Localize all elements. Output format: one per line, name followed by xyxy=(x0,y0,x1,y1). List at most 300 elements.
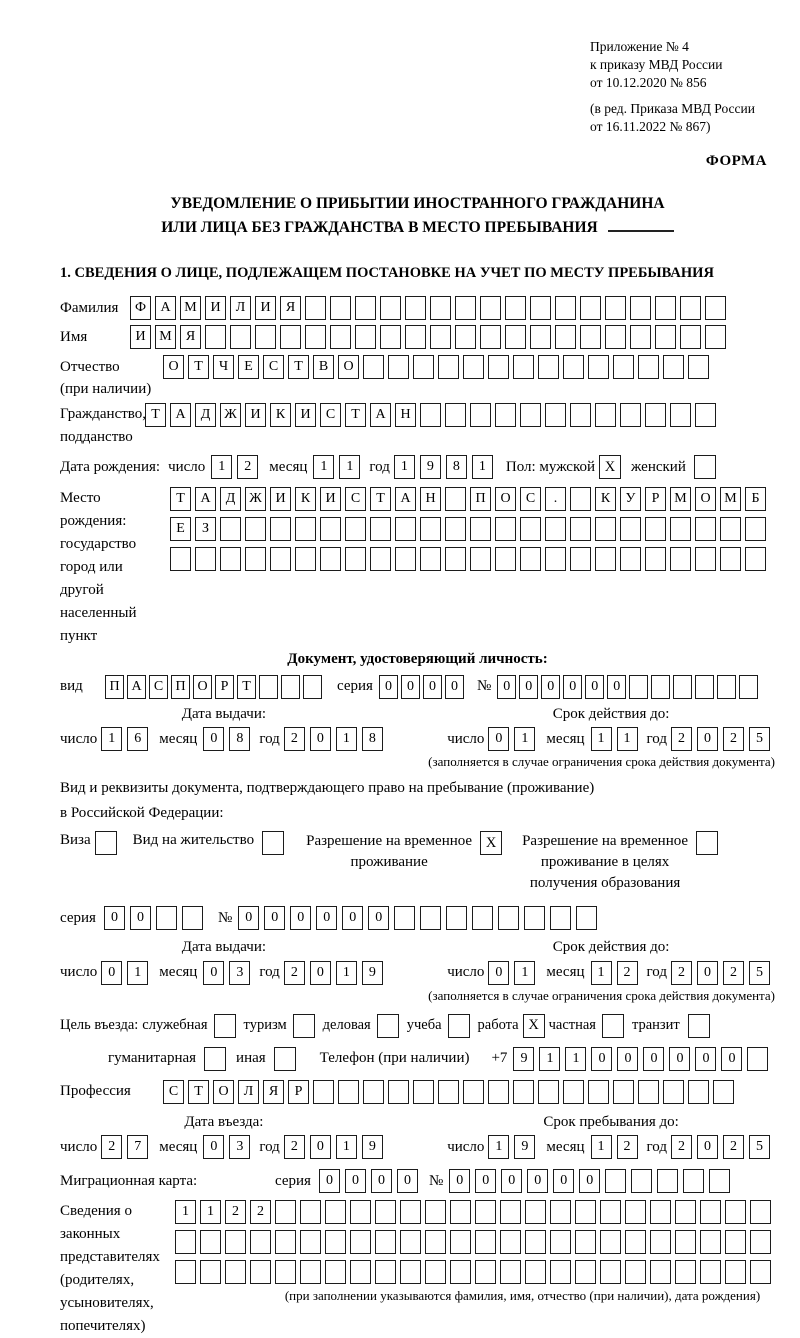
char-box[interactable]: А xyxy=(127,675,146,699)
char-box[interactable]: Т xyxy=(345,403,366,427)
char-box[interactable] xyxy=(538,1080,559,1104)
char-box[interactable] xyxy=(445,487,466,511)
char-box[interactable] xyxy=(430,296,451,320)
char-box[interactable]: И xyxy=(295,403,316,427)
char-box[interactable] xyxy=(472,906,493,930)
purpose-work-checkbox[interactable]: X xyxy=(523,1014,545,1038)
char-box[interactable] xyxy=(156,906,177,930)
char-box[interactable]: 0 xyxy=(475,1169,496,1193)
purpose-transit-checkbox[interactable] xyxy=(688,1014,710,1038)
char-box[interactable] xyxy=(500,1230,521,1254)
char-box[interactable]: А xyxy=(170,403,191,427)
char-box[interactable] xyxy=(230,325,251,349)
char-box[interactable]: 0 xyxy=(695,1047,716,1071)
char-box[interactable]: Т xyxy=(370,487,391,511)
char-box[interactable]: 0 xyxy=(585,675,604,699)
char-box[interactable] xyxy=(395,547,416,571)
char-box[interactable] xyxy=(245,517,266,541)
char-box[interactable]: 2 xyxy=(250,1200,271,1224)
char-box[interactable]: Р xyxy=(645,487,666,511)
char-box[interactable] xyxy=(445,517,466,541)
char-box[interactable]: 0 xyxy=(501,1169,522,1193)
char-box[interactable] xyxy=(500,1200,521,1224)
char-box[interactable] xyxy=(705,296,726,320)
char-box[interactable] xyxy=(205,325,226,349)
char-box[interactable]: З xyxy=(195,517,216,541)
char-box[interactable] xyxy=(225,1230,246,1254)
char-box[interactable] xyxy=(580,325,601,349)
char-box[interactable] xyxy=(475,1230,496,1254)
char-box[interactable] xyxy=(638,1080,659,1104)
char-box[interactable] xyxy=(650,1230,671,1254)
char-box[interactable] xyxy=(645,403,666,427)
char-box[interactable] xyxy=(555,296,576,320)
char-box[interactable]: 0 xyxy=(203,961,224,985)
char-box[interactable] xyxy=(595,517,616,541)
char-box[interactable] xyxy=(520,547,541,571)
char-box[interactable] xyxy=(498,906,519,930)
char-box[interactable]: 9 xyxy=(362,1135,383,1159)
char-box[interactable] xyxy=(425,1200,446,1224)
char-box[interactable]: Р xyxy=(288,1080,309,1104)
char-box[interactable] xyxy=(182,906,203,930)
char-box[interactable]: С xyxy=(345,487,366,511)
char-box[interactable] xyxy=(380,325,401,349)
char-box[interactable]: 8 xyxy=(362,727,383,751)
char-box[interactable] xyxy=(620,517,641,541)
char-box[interactable] xyxy=(673,675,692,699)
char-box[interactable]: С xyxy=(149,675,168,699)
char-box[interactable]: 0 xyxy=(238,906,259,930)
char-box[interactable]: 1 xyxy=(336,727,357,751)
char-box[interactable] xyxy=(220,547,241,571)
temp-permit-edu-checkbox[interactable] xyxy=(696,831,718,855)
char-box[interactable]: В xyxy=(313,355,334,379)
char-box[interactable] xyxy=(275,1200,296,1224)
char-box[interactable]: 1 xyxy=(591,961,612,985)
char-box[interactable]: К xyxy=(595,487,616,511)
char-box[interactable] xyxy=(525,1200,546,1224)
char-box[interactable] xyxy=(500,1260,521,1284)
char-box[interactable]: О xyxy=(338,355,359,379)
char-box[interactable] xyxy=(550,906,571,930)
char-box[interactable] xyxy=(725,1260,746,1284)
char-box[interactable] xyxy=(363,355,384,379)
char-box[interactable] xyxy=(645,517,666,541)
temp-permit-checkbox[interactable]: X xyxy=(480,831,502,855)
char-box[interactable] xyxy=(420,517,441,541)
char-box[interactable] xyxy=(170,547,191,571)
char-box[interactable] xyxy=(445,403,466,427)
char-box[interactable]: 0 xyxy=(607,675,626,699)
char-box[interactable] xyxy=(400,1260,421,1284)
char-box[interactable] xyxy=(295,547,316,571)
sex-female-checkbox[interactable] xyxy=(694,455,716,479)
char-box[interactable]: Л xyxy=(230,296,251,320)
char-box[interactable] xyxy=(670,403,691,427)
char-box[interactable] xyxy=(370,517,391,541)
char-box[interactable]: 2 xyxy=(284,727,305,751)
char-box[interactable]: 1 xyxy=(394,455,415,479)
char-box[interactable] xyxy=(675,1230,696,1254)
char-box[interactable] xyxy=(480,325,501,349)
char-box[interactable]: 0 xyxy=(368,906,389,930)
char-box[interactable]: Т xyxy=(288,355,309,379)
char-box[interactable] xyxy=(525,1230,546,1254)
char-box[interactable]: К xyxy=(270,403,291,427)
char-box[interactable] xyxy=(700,1260,721,1284)
char-box[interactable] xyxy=(695,403,716,427)
char-box[interactable] xyxy=(683,1169,704,1193)
char-box[interactable] xyxy=(400,1200,421,1224)
char-box[interactable]: 0 xyxy=(579,1169,600,1193)
char-box[interactable]: 0 xyxy=(553,1169,574,1193)
char-box[interactable] xyxy=(524,906,545,930)
char-box[interactable] xyxy=(250,1260,271,1284)
purpose-study-checkbox[interactable] xyxy=(448,1014,470,1038)
char-box[interactable]: И xyxy=(255,296,276,320)
purpose-private-checkbox[interactable] xyxy=(602,1014,624,1038)
char-box[interactable] xyxy=(725,1200,746,1224)
char-box[interactable]: Р xyxy=(215,675,234,699)
char-box[interactable]: 0 xyxy=(697,727,718,751)
char-box[interactable]: М xyxy=(670,487,691,511)
char-box[interactable] xyxy=(259,675,278,699)
char-box[interactable]: И xyxy=(245,403,266,427)
char-box[interactable] xyxy=(455,296,476,320)
char-box[interactable] xyxy=(345,547,366,571)
char-box[interactable]: К xyxy=(295,487,316,511)
char-box[interactable]: 5 xyxy=(749,961,770,985)
char-box[interactable]: 0 xyxy=(697,1135,718,1159)
char-box[interactable] xyxy=(575,1230,596,1254)
char-box[interactable]: Т xyxy=(188,1080,209,1104)
char-box[interactable]: А xyxy=(395,487,416,511)
char-box[interactable] xyxy=(670,547,691,571)
char-box[interactable] xyxy=(675,1200,696,1224)
char-box[interactable] xyxy=(563,1080,584,1104)
char-box[interactable]: 9 xyxy=(514,1135,535,1159)
char-box[interactable]: Т xyxy=(170,487,191,511)
char-box[interactable]: 6 xyxy=(127,727,148,751)
char-box[interactable] xyxy=(325,1260,346,1284)
char-box[interactable]: Д xyxy=(220,487,241,511)
char-box[interactable]: 0 xyxy=(445,675,464,699)
char-box[interactable] xyxy=(495,517,516,541)
char-box[interactable] xyxy=(575,1260,596,1284)
char-box[interactable]: 0 xyxy=(290,906,311,930)
char-box[interactable] xyxy=(505,325,526,349)
char-box[interactable] xyxy=(355,296,376,320)
char-box[interactable]: 0 xyxy=(342,906,363,930)
char-box[interactable]: 2 xyxy=(671,1135,692,1159)
char-box[interactable]: Ж xyxy=(245,487,266,511)
char-box[interactable]: 1 xyxy=(539,1047,560,1071)
char-box[interactable]: 0 xyxy=(617,1047,638,1071)
char-box[interactable]: Д xyxy=(195,403,216,427)
char-box[interactable] xyxy=(475,1260,496,1284)
char-box[interactable] xyxy=(463,355,484,379)
char-box[interactable] xyxy=(750,1260,771,1284)
char-box[interactable]: 0 xyxy=(203,1135,224,1159)
char-box[interactable]: Т xyxy=(145,403,166,427)
char-box[interactable]: 2 xyxy=(284,1135,305,1159)
char-box[interactable] xyxy=(576,906,597,930)
char-box[interactable]: У xyxy=(620,487,641,511)
char-box[interactable] xyxy=(625,1260,646,1284)
char-box[interactable]: Л xyxy=(238,1080,259,1104)
char-box[interactable] xyxy=(725,1230,746,1254)
char-box[interactable] xyxy=(470,403,491,427)
char-box[interactable] xyxy=(450,1200,471,1224)
char-box[interactable]: 0 xyxy=(527,1169,548,1193)
char-box[interactable]: 0 xyxy=(316,906,337,930)
char-box[interactable] xyxy=(550,1200,571,1224)
char-box[interactable]: 0 xyxy=(563,675,582,699)
char-box[interactable] xyxy=(513,1080,534,1104)
char-box[interactable]: 0 xyxy=(310,1135,331,1159)
char-box[interactable]: 0 xyxy=(345,1169,366,1193)
char-box[interactable]: О xyxy=(213,1080,234,1104)
char-box[interactable] xyxy=(305,325,326,349)
char-box[interactable] xyxy=(750,1230,771,1254)
char-box[interactable]: 1 xyxy=(591,1135,612,1159)
char-box[interactable]: 0 xyxy=(697,961,718,985)
char-box[interactable]: Я xyxy=(180,325,201,349)
char-box[interactable]: 0 xyxy=(104,906,125,930)
char-box[interactable] xyxy=(355,325,376,349)
char-box[interactable] xyxy=(446,906,467,930)
char-box[interactable]: 2 xyxy=(284,961,305,985)
char-box[interactable]: И xyxy=(130,325,151,349)
char-box[interactable]: . xyxy=(545,487,566,511)
char-box[interactable] xyxy=(300,1260,321,1284)
char-box[interactable] xyxy=(650,1200,671,1224)
char-box[interactable] xyxy=(530,325,551,349)
char-box[interactable] xyxy=(495,547,516,571)
char-box[interactable]: П xyxy=(171,675,190,699)
char-box[interactable] xyxy=(680,325,701,349)
char-box[interactable] xyxy=(545,517,566,541)
char-box[interactable]: 1 xyxy=(514,961,535,985)
char-box[interactable]: С xyxy=(263,355,284,379)
char-box[interactable]: М xyxy=(180,296,201,320)
char-box[interactable]: Т xyxy=(188,355,209,379)
char-box[interactable]: 0 xyxy=(423,675,442,699)
char-box[interactable]: Б xyxy=(745,487,766,511)
char-box[interactable]: 0 xyxy=(669,1047,690,1071)
char-box[interactable] xyxy=(195,547,216,571)
char-box[interactable]: О xyxy=(193,675,212,699)
char-box[interactable]: 0 xyxy=(319,1169,340,1193)
char-box[interactable] xyxy=(463,1080,484,1104)
char-box[interactable]: 2 xyxy=(237,455,258,479)
char-box[interactable] xyxy=(370,547,391,571)
char-box[interactable] xyxy=(750,1200,771,1224)
char-box[interactable] xyxy=(630,325,651,349)
char-box[interactable] xyxy=(375,1200,396,1224)
char-box[interactable]: 5 xyxy=(749,727,770,751)
char-box[interactable]: 0 xyxy=(519,675,538,699)
char-box[interactable] xyxy=(430,325,451,349)
purpose-business-checkbox[interactable] xyxy=(377,1014,399,1038)
char-box[interactable]: Е xyxy=(170,517,191,541)
char-box[interactable] xyxy=(629,675,648,699)
char-box[interactable] xyxy=(570,517,591,541)
char-box[interactable] xyxy=(575,1200,596,1224)
char-box[interactable] xyxy=(450,1230,471,1254)
char-box[interactable]: 0 xyxy=(488,727,509,751)
char-box[interactable] xyxy=(280,325,301,349)
char-box[interactable]: 1 xyxy=(617,727,638,751)
char-box[interactable]: О xyxy=(695,487,716,511)
char-box[interactable]: Н xyxy=(420,487,441,511)
char-box[interactable]: 0 xyxy=(449,1169,470,1193)
char-box[interactable]: 0 xyxy=(397,1169,418,1193)
char-box[interactable] xyxy=(320,517,341,541)
char-box[interactable] xyxy=(200,1260,221,1284)
char-box[interactable]: Ч xyxy=(213,355,234,379)
char-box[interactable] xyxy=(688,355,709,379)
char-box[interactable]: 2 xyxy=(723,727,744,751)
char-box[interactable]: 1 xyxy=(339,455,360,479)
char-box[interactable] xyxy=(330,296,351,320)
char-box[interactable]: 2 xyxy=(617,961,638,985)
char-box[interactable]: И xyxy=(270,487,291,511)
char-box[interactable] xyxy=(695,517,716,541)
char-box[interactable]: 3 xyxy=(229,961,250,985)
char-box[interactable]: 0 xyxy=(591,1047,612,1071)
char-box[interactable]: 0 xyxy=(488,961,509,985)
char-box[interactable] xyxy=(200,1230,221,1254)
char-box[interactable] xyxy=(655,296,676,320)
char-box[interactable] xyxy=(663,355,684,379)
char-box[interactable]: Т xyxy=(237,675,256,699)
char-box[interactable]: Ф xyxy=(130,296,151,320)
char-box[interactable] xyxy=(303,675,322,699)
char-box[interactable]: Я xyxy=(280,296,301,320)
purpose-tourism-checkbox[interactable] xyxy=(293,1014,315,1038)
char-box[interactable] xyxy=(475,1200,496,1224)
char-box[interactable] xyxy=(520,517,541,541)
char-box[interactable] xyxy=(445,547,466,571)
char-box[interactable] xyxy=(350,1230,371,1254)
char-box[interactable] xyxy=(570,403,591,427)
char-box[interactable] xyxy=(638,355,659,379)
char-box[interactable] xyxy=(470,517,491,541)
char-box[interactable]: П xyxy=(470,487,491,511)
char-box[interactable] xyxy=(670,517,691,541)
char-box[interactable] xyxy=(400,1230,421,1254)
char-box[interactable] xyxy=(220,517,241,541)
char-box[interactable] xyxy=(695,675,714,699)
char-box[interactable] xyxy=(488,355,509,379)
char-box[interactable]: 2 xyxy=(723,1135,744,1159)
char-box[interactable] xyxy=(505,296,526,320)
char-box[interactable] xyxy=(394,906,415,930)
char-box[interactable]: 3 xyxy=(229,1135,250,1159)
char-box[interactable] xyxy=(175,1230,196,1254)
char-box[interactable] xyxy=(313,1080,334,1104)
char-box[interactable]: 2 xyxy=(617,1135,638,1159)
char-box[interactable] xyxy=(350,1260,371,1284)
char-box[interactable]: И xyxy=(320,487,341,511)
char-box[interactable] xyxy=(605,296,626,320)
char-box[interactable] xyxy=(525,1260,546,1284)
char-box[interactable] xyxy=(255,325,276,349)
char-box[interactable]: 1 xyxy=(127,961,148,985)
char-box[interactable] xyxy=(520,403,541,427)
char-box[interactable] xyxy=(657,1169,678,1193)
char-box[interactable]: П xyxy=(105,675,124,699)
char-box[interactable]: Ж xyxy=(220,403,241,427)
char-box[interactable] xyxy=(495,403,516,427)
char-box[interactable]: 0 xyxy=(379,675,398,699)
char-box[interactable]: Н xyxy=(395,403,416,427)
char-box[interactable]: С xyxy=(320,403,341,427)
char-box[interactable] xyxy=(388,355,409,379)
char-box[interactable] xyxy=(720,547,741,571)
char-box[interactable]: 1 xyxy=(200,1200,221,1224)
char-box[interactable] xyxy=(655,325,676,349)
char-box[interactable] xyxy=(580,296,601,320)
char-box[interactable]: 2 xyxy=(225,1200,246,1224)
char-box[interactable]: 0 xyxy=(371,1169,392,1193)
char-box[interactable] xyxy=(630,296,651,320)
char-box[interactable] xyxy=(555,325,576,349)
char-box[interactable] xyxy=(747,1047,768,1071)
char-box[interactable] xyxy=(613,1080,634,1104)
char-box[interactable] xyxy=(413,1080,434,1104)
char-box[interactable] xyxy=(745,517,766,541)
char-box[interactable] xyxy=(550,1230,571,1254)
char-box[interactable]: Я xyxy=(263,1080,284,1104)
char-box[interactable]: 0 xyxy=(130,906,151,930)
char-box[interactable] xyxy=(709,1169,730,1193)
char-box[interactable] xyxy=(300,1200,321,1224)
char-box[interactable]: 2 xyxy=(671,727,692,751)
char-box[interactable]: С xyxy=(520,487,541,511)
char-box[interactable]: 0 xyxy=(101,961,122,985)
char-box[interactable]: 0 xyxy=(203,727,224,751)
visa-checkbox[interactable] xyxy=(95,831,117,855)
char-box[interactable] xyxy=(325,1200,346,1224)
char-box[interactable] xyxy=(425,1230,446,1254)
char-box[interactable] xyxy=(570,487,591,511)
char-box[interactable] xyxy=(663,1080,684,1104)
char-box[interactable] xyxy=(480,296,501,320)
char-box[interactable] xyxy=(420,547,441,571)
char-box[interactable] xyxy=(300,1230,321,1254)
char-box[interactable] xyxy=(413,355,434,379)
char-box[interactable]: 2 xyxy=(671,961,692,985)
char-box[interactable] xyxy=(420,403,441,427)
char-box[interactable]: 0 xyxy=(541,675,560,699)
char-box[interactable] xyxy=(739,675,758,699)
char-box[interactable] xyxy=(305,296,326,320)
purpose-business-trip-checkbox[interactable] xyxy=(214,1014,236,1038)
char-box[interactable] xyxy=(563,355,584,379)
char-box[interactable]: 1 xyxy=(565,1047,586,1071)
char-box[interactable]: А xyxy=(155,296,176,320)
char-box[interactable] xyxy=(420,906,441,930)
char-box[interactable]: М xyxy=(720,487,741,511)
char-box[interactable]: 8 xyxy=(446,455,467,479)
char-box[interactable]: 0 xyxy=(643,1047,664,1071)
char-box[interactable]: 1 xyxy=(472,455,493,479)
char-box[interactable] xyxy=(320,547,341,571)
char-box[interactable]: 0 xyxy=(497,675,516,699)
